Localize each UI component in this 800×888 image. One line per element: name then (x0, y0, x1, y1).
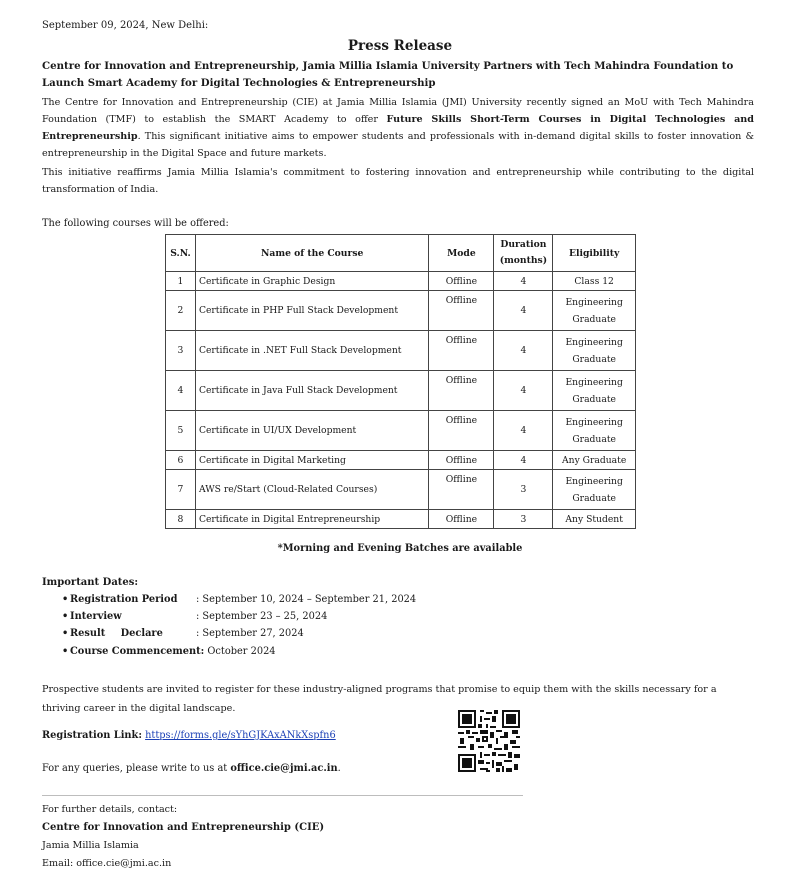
row-mode: Offline (429, 272, 494, 291)
date-label: Result Declare (70, 628, 163, 639)
table-row (166, 510, 636, 529)
bullet-icon: • (62, 594, 69, 605)
row-eligibility (553, 272, 636, 291)
queries-text: For any queries, please write to us at (42, 763, 231, 774)
intro-bold-courses: Future Skills Short-Term Courses in Digital Technologies and Entrepreneurship (42, 114, 754, 142)
table-row (166, 331, 636, 371)
table-row (166, 291, 636, 331)
row-mode: Offline (429, 470, 494, 510)
courses-table (165, 234, 636, 529)
row-mode: Offline (429, 411, 494, 451)
row-duration: 4 (494, 451, 553, 470)
row-mode: Offline (429, 291, 494, 331)
date-value: : September 27, 2024 (196, 628, 304, 639)
row-sn: 1 (166, 272, 196, 291)
row-sn: 2 (166, 291, 196, 331)
queries-end: . (337, 763, 341, 774)
table-row (166, 451, 636, 470)
row-eligibility-line2: Graduate (572, 393, 616, 405)
batch-note: *Morning and Evening Batches are available (277, 543, 523, 554)
date-label: Course Commencement: (70, 646, 205, 657)
registration-link[interactable]: https://forms.gle/sYhGJKAxANkXspfn6 (145, 730, 336, 741)
row-eligibility-line1: Engineering (565, 336, 623, 348)
row-duration: 4 (494, 272, 553, 291)
intro-text-start: The Centre for Innovation and Entrepreneurship (CIE) at Jamia Millia Islamia (JMI) University recently signed an MoU with Tech Mahindra Foundation (TMF) to establish the SMART Academy to offer (42, 97, 754, 125)
row-course-name: Certificate in Graphic Design (195, 272, 428, 291)
registration-line (42, 730, 336, 741)
row-duration: 4 (494, 331, 553, 371)
header-duration-line2: (months) (499, 255, 548, 266)
row-eligibility-line1: Any Graduate (562, 454, 627, 466)
row-eligibility-line1: Class 12 (574, 275, 614, 287)
date-item-interview (62, 611, 327, 627)
date-value: : September 23 – 25, 2024 (196, 611, 328, 622)
date-item-commencement (62, 646, 276, 662)
row-course-name: Certificate in Digital Marketing (195, 451, 428, 470)
dateline: September 09, 2024, New Delhi: (42, 20, 209, 31)
row-eligibility-line2: Graduate (572, 433, 616, 445)
row-course-name: Certificate in Digital Entrepreneurship (195, 510, 428, 529)
contact-university: Jamia Millia Islamia (42, 840, 139, 851)
row-eligibility-line2: Graduate (572, 313, 616, 325)
row-mode: Offline (429, 451, 494, 470)
date-label: Registration Period (70, 594, 178, 605)
row-duration: 4 (494, 371, 553, 411)
row-sn: 8 (166, 510, 196, 529)
row-eligibility-line2: Graduate (572, 353, 616, 365)
row-course-name: Certificate in Java Full Stack Development (195, 371, 428, 411)
date-item-result (62, 628, 304, 644)
contact-intro: For further details, contact: (42, 804, 178, 815)
date-label: Interview (70, 611, 122, 622)
date-item-registration (62, 594, 416, 610)
row-sn: 7 (166, 470, 196, 510)
intro-text-end: . This significant initiative aims to empower students and professionals with in-demand digital skills to foster innovation & entrepreneurship in the Digital Space and future markets. (42, 131, 754, 159)
bullet-icon: • (62, 611, 69, 622)
header-eligibility: Eligibility (553, 235, 636, 272)
row-eligibility-line1: Engineering (565, 416, 623, 428)
table-header-row (166, 235, 636, 272)
row-eligibility (553, 470, 636, 510)
row-mode: Offline (429, 331, 494, 371)
invite-paragraph: Prospective students are invited to register for these industry-aligned programs that promise to equip them with the skills necessary for a thriving career in the digital landscape. (42, 684, 717, 714)
table-row (166, 371, 636, 411)
table-row (166, 470, 636, 510)
row-eligibility (553, 331, 636, 371)
qr-code-icon (456, 708, 522, 774)
header-mode: Mode (429, 235, 494, 272)
row-course-name: Certificate in UI/UX Development (195, 411, 428, 451)
row-eligibility (553, 510, 636, 529)
table-row (166, 272, 636, 291)
header-sn: S.N. (166, 235, 196, 272)
row-eligibility (553, 451, 636, 470)
row-eligibility (553, 371, 636, 411)
bullet-icon: • (62, 628, 69, 639)
contact-email: Email: office.cie@jmi.ac.in (42, 858, 172, 869)
row-sn: 6 (166, 451, 196, 470)
registration-label: Registration Link: (42, 730, 142, 741)
row-eligibility-line1: Engineering (565, 475, 623, 487)
row-eligibility-line1: Engineering (565, 296, 623, 308)
row-mode: Offline (429, 371, 494, 411)
row-eligibility-line2: Graduate (572, 492, 616, 504)
date-value: : September 10, 2024 – September 21, 2024 (196, 594, 417, 605)
row-course-name: Certificate in .NET Full Stack Development (195, 331, 428, 371)
row-sn: 4 (166, 371, 196, 411)
page-title: Press Release (347, 38, 453, 54)
row-eligibility (553, 291, 636, 331)
row-eligibility-line1: Any Student (565, 513, 623, 525)
important-dates-heading: Important Dates: (42, 577, 139, 588)
headline: Centre for Innovation and Entrepreneurship, Jamia Millia Islamia University Partners with Tech Mahindra Foundation to Launch Smart Academy for Digital Technologies & Entrepreneurship (42, 60, 734, 89)
row-duration: 4 (494, 411, 553, 451)
row-sn: 3 (166, 331, 196, 371)
date-value: October 2024 (204, 646, 276, 657)
bullet-icon: • (62, 646, 69, 657)
courses-intro: The following courses will be offered: (42, 218, 229, 229)
header-duration (494, 235, 553, 272)
row-duration: 3 (494, 470, 553, 510)
row-eligibility-line1: Engineering (565, 376, 623, 388)
row-duration: 4 (494, 291, 553, 331)
row-course-name: Certificate in PHP Full Stack Development (195, 291, 428, 331)
table-row (166, 411, 636, 451)
intro-paragraph (42, 94, 754, 162)
row-mode: Offline (429, 510, 494, 529)
header-duration-line1: Duration (500, 239, 547, 250)
row-sn: 5 (166, 411, 196, 451)
row-duration: 3 (494, 510, 553, 529)
header-course-name: Name of the Course (195, 235, 428, 272)
queries-line (42, 763, 341, 774)
row-course-name: AWS re/Start (Cloud-Related Courses) (195, 470, 428, 510)
commitment-paragraph: This initiative reaffirms Jamia Millia Islamia's commitment to fostering innovation and entrepreneurship while contributing to the digital transformation of India. (42, 167, 754, 195)
row-eligibility (553, 411, 636, 451)
footer-divider (42, 795, 523, 796)
contact-org: Centre for Innovation and Entrepreneurship (CIE) (42, 822, 325, 833)
queries-email: office.cie@jmi.ac.in (230, 763, 338, 774)
